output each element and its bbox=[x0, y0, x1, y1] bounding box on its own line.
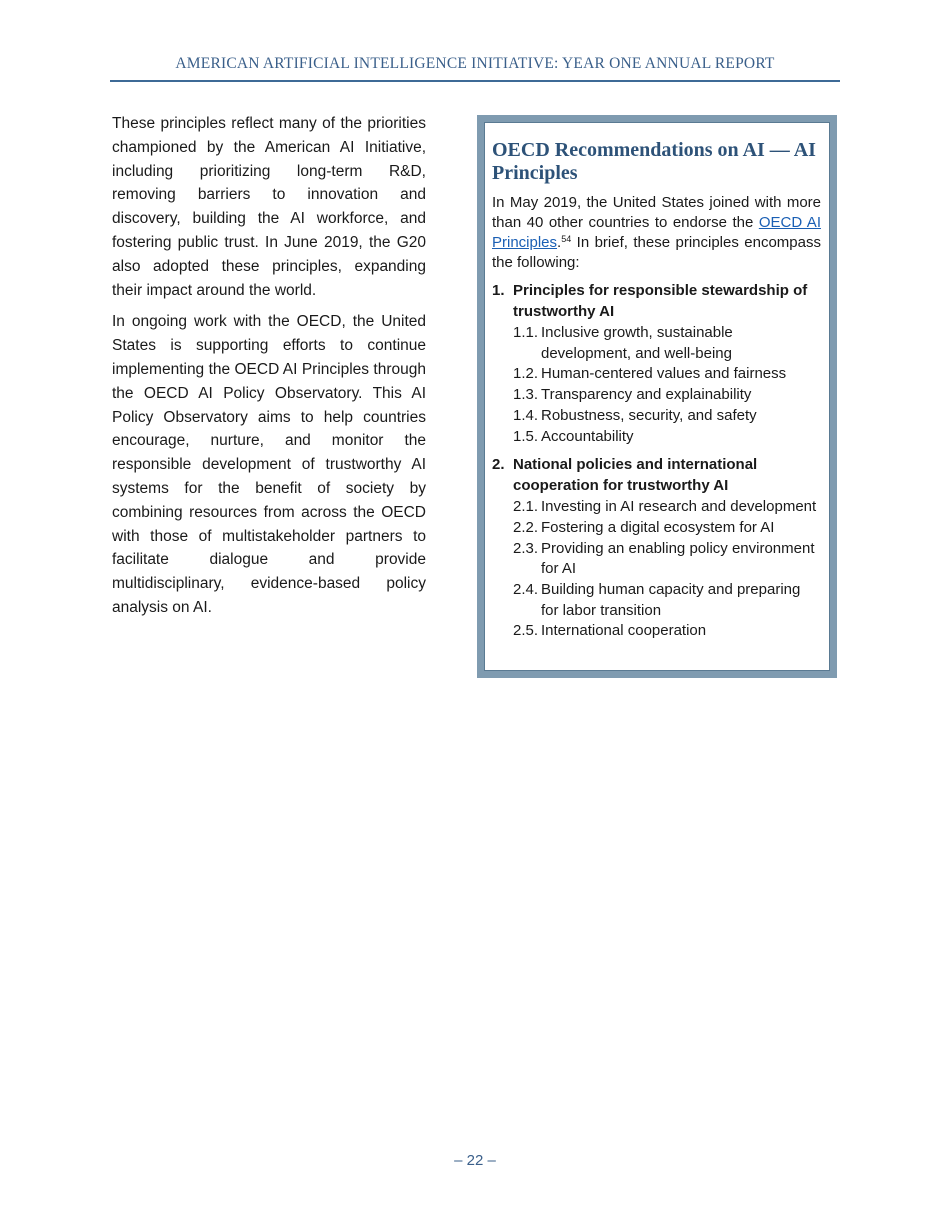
section-number: 2. bbox=[492, 456, 505, 474]
body-paragraph: These principles reflect many of the priorities championed by the American AI Initiative, including prioritizing long-term R&D, removing barriers to innovation and discovery, building the AI workforce, and fostering public trust. In June 2019, the G20 also adopted these principles, expanding their impact around the world. bbox=[112, 115, 426, 299]
oecd-ai-principles-link[interactable]: OECD AI Principles bbox=[492, 214, 821, 251]
sub-list bbox=[513, 497, 821, 642]
sub-list bbox=[513, 323, 821, 447]
item-text: Robustness, security, and safety bbox=[541, 406, 757, 424]
item-text: Fostering a digital ecosystem for AI bbox=[541, 518, 775, 536]
item-text: Providing an enabling policy environment for AI bbox=[541, 539, 815, 578]
list-item bbox=[513, 580, 821, 621]
item-number: 1.1. bbox=[513, 324, 539, 341]
item-text: Inclusive growth, sustainable development, and well-being bbox=[541, 324, 733, 362]
list-item bbox=[513, 406, 821, 427]
item-text: Human-centered values and fairness bbox=[541, 365, 787, 383]
item-text: Investing in AI research and development bbox=[541, 498, 817, 516]
list-item bbox=[513, 364, 821, 385]
page-number: – 22 – bbox=[454, 1152, 496, 1169]
item-number: 2.1. bbox=[513, 498, 539, 516]
list-item bbox=[513, 385, 821, 406]
callout-content bbox=[484, 122, 830, 671]
header-divider bbox=[110, 80, 840, 82]
item-number: 2.3. bbox=[513, 539, 539, 557]
section-heading-text: Principles for responsible stewardship of trustworthy AI bbox=[513, 282, 808, 320]
oecd-callout-box bbox=[477, 115, 837, 678]
section-heading bbox=[492, 455, 821, 496]
list-item bbox=[513, 427, 821, 448]
footnote-marker[interactable]: 54 bbox=[561, 234, 572, 244]
item-text: International cooperation bbox=[541, 622, 707, 640]
list-item bbox=[513, 497, 821, 518]
policies-section bbox=[492, 455, 821, 642]
body-paragraph: In ongoing work with the OECD, the United States is supporting efforts to continue implementing the OECD AI Principles through the OECD AI Policy Observatory. This AI Policy Observatory aims to help countries encourage, nurture, and monitor the responsible development of trustworthy AI systems for the benefit of society by combining resources from across the OECD with those of multistakeholder partners to facilitate dialogue and provide multidisciplinary, evidence-based policy analysis on AI. bbox=[112, 313, 426, 616]
callout-intro bbox=[492, 193, 821, 273]
item-number: 2.2. bbox=[513, 518, 539, 536]
running-header: AMERICAN ARTIFICIAL INTELLIGENCE INITIATIVE: YEAR ONE ANNUAL REPORT bbox=[175, 55, 775, 72]
principles-section bbox=[492, 281, 821, 447]
item-number: 1.5. bbox=[513, 427, 539, 445]
item-number: 1.4. bbox=[513, 406, 539, 424]
body-text-column bbox=[112, 112, 426, 628]
list-item bbox=[513, 539, 821, 580]
item-text: Transparency and explainability bbox=[541, 386, 752, 404]
item-text: Building human capacity and preparing for labor transition bbox=[541, 581, 801, 619]
item-number: 1.3. bbox=[513, 386, 539, 404]
list-item bbox=[513, 323, 821, 364]
section-heading bbox=[492, 281, 821, 322]
callout-title: OECD Recommendations on AI — AI Principles bbox=[492, 139, 816, 184]
intro-text: In May 2019, the United States joined with more than 40 other countries to endorse the bbox=[492, 194, 821, 231]
list-item bbox=[513, 621, 821, 642]
intro-text-end: In brief, these principles encompass the following: bbox=[492, 234, 821, 271]
section-number: 1. bbox=[492, 282, 505, 299]
item-number: 1.2. bbox=[513, 365, 539, 383]
item-text: Accountability bbox=[541, 427, 634, 445]
section-heading-text: National policies and international cooperation for trustworthy AI bbox=[513, 456, 758, 494]
list-item bbox=[513, 518, 821, 539]
item-number: 2.4. bbox=[513, 581, 539, 599]
intro-period: . bbox=[557, 234, 562, 251]
item-number: 2.5. bbox=[513, 622, 539, 640]
